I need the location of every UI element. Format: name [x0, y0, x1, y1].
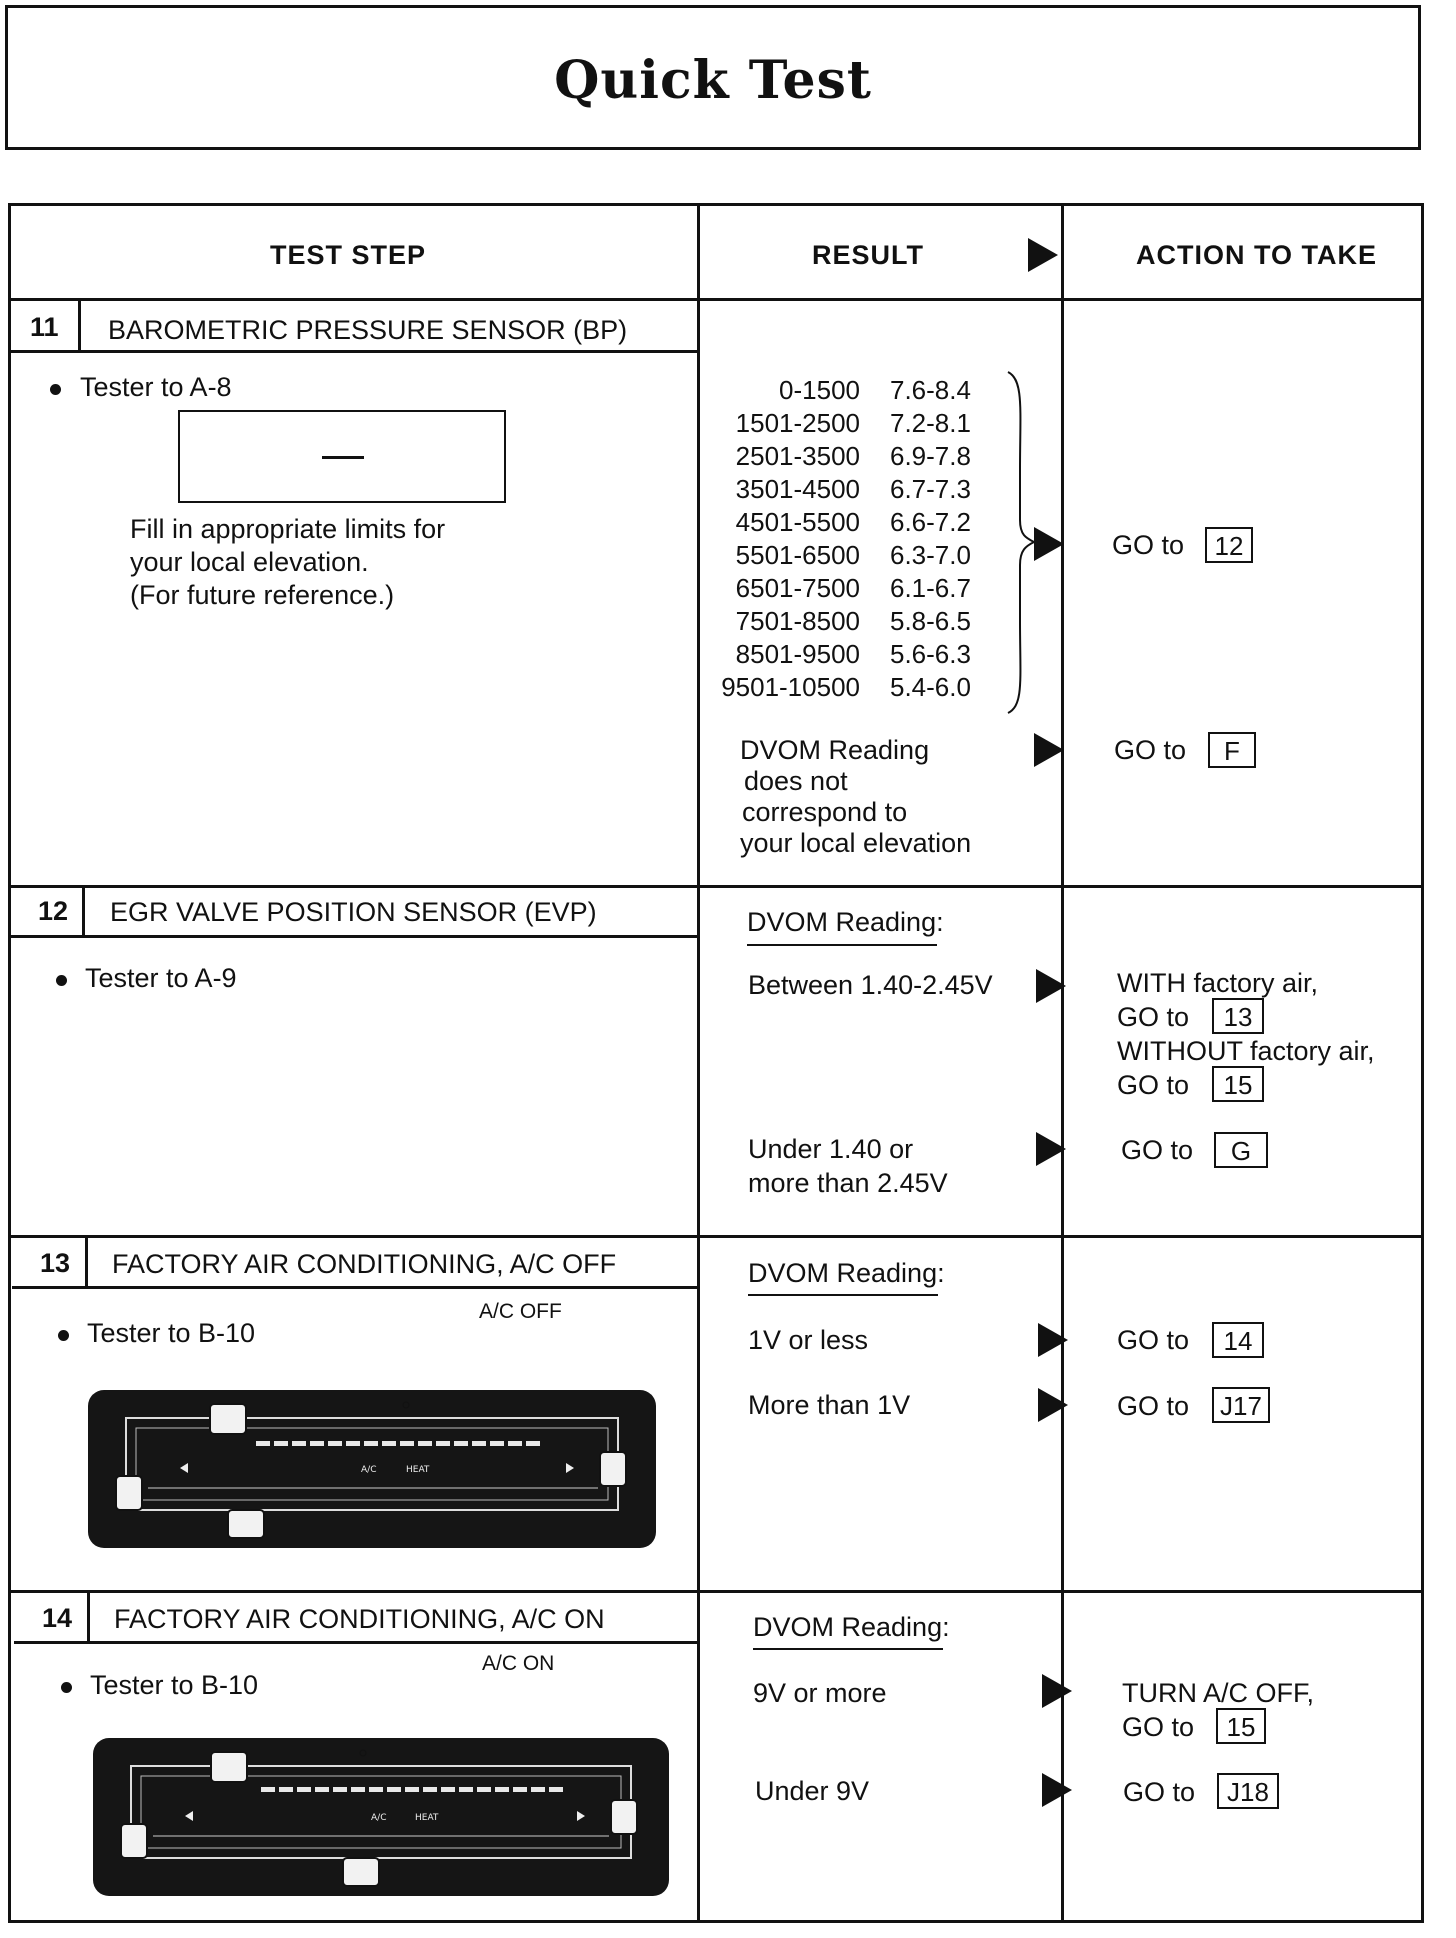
limits-note: [130, 513, 445, 612]
result-arrow-icon: [1038, 1323, 1068, 1357]
result-arrow-icon: [1036, 969, 1066, 1003]
table-left-border: [8, 203, 11, 1923]
step-title: FACTORY AIR CONDITIONING, A/C OFF: [112, 1249, 617, 1279]
col-divider-2: [1061, 203, 1064, 1923]
step-ref-box[interactable]: 15: [1216, 1708, 1266, 1744]
step-title-underline: [12, 1286, 700, 1289]
step-number: 12: [38, 896, 69, 926]
result-arrow-icon: [1038, 1388, 1068, 1422]
result-line: DVOM Reading: [740, 735, 930, 765]
step-number-divider: [85, 1237, 88, 1287]
note-line: your local elevation.: [130, 547, 369, 577]
result-arrow-icon: [1042, 1674, 1072, 1708]
panel-ac-text: A/C: [371, 1813, 387, 1823]
action-line: GO to: [1117, 1070, 1190, 1100]
table-top-border: [8, 203, 1424, 206]
result-2-text: [740, 735, 971, 859]
elevation-table: [700, 374, 1000, 704]
action-line: WITHOUT factory air,: [1117, 1036, 1375, 1066]
result-arrow-icon: [1036, 1132, 1066, 1166]
step-title-underline: [14, 1641, 700, 1644]
page-title: Quick Test: [554, 50, 872, 111]
note-line: (For future reference.): [130, 580, 395, 610]
bullet-icon: [50, 384, 61, 395]
elevation-range: 9501-10500: [721, 672, 860, 702]
result-line: correspond to: [742, 797, 908, 827]
step-title: FACTORY AIR CONDITIONING, A/C ON: [114, 1604, 605, 1634]
row-divider-14: [8, 1590, 1424, 1593]
result-arrow-icon: [1034, 733, 1064, 767]
row-divider-12: [8, 885, 1424, 888]
step-number: 14: [42, 1603, 73, 1633]
result-line: does not: [744, 766, 848, 796]
result-line: more than 2.45V: [748, 1168, 948, 1198]
elevation-range: 1501-2500: [735, 408, 860, 438]
bullet-icon: [61, 1682, 72, 1693]
ac-control-panel-graphic: [88, 1390, 656, 1548]
table-right-border: [1421, 203, 1424, 1923]
result-arrow-icon: [1034, 527, 1064, 561]
elevation-range: 7501-8500: [735, 606, 860, 636]
result-2-text: More than 1V: [748, 1390, 911, 1420]
step-ref-box[interactable]: 13: [1212, 998, 1264, 1034]
panel-label: A/C ON: [482, 1652, 555, 1675]
result-1-text: 1V or less: [748, 1325, 869, 1355]
elevation-row: [700, 572, 1000, 605]
header-divider: [8, 298, 1424, 301]
bullet-icon: [56, 975, 67, 986]
voltage-range: 5.4-6.0: [890, 672, 971, 702]
step-instruction: Tester to B-10: [90, 1670, 259, 1700]
elevation-range: 4501-5500: [735, 507, 860, 537]
elevation-row: [700, 671, 1000, 704]
action-go: GO to: [1117, 1391, 1190, 1421]
elevation-range: 0-1500: [779, 375, 860, 405]
header-result: RESULT: [812, 240, 924, 270]
result-line: Under 1.40 or: [748, 1134, 914, 1164]
action-go: GO to: [1117, 1325, 1190, 1355]
elevation-range: 2501-3500: [735, 441, 860, 471]
reading-underline: [753, 1648, 943, 1650]
voltage-range: 5.6-6.3: [890, 639, 971, 669]
step-number-divider: [82, 887, 85, 937]
elevation-range: 5501-6500: [735, 540, 860, 570]
voltage-range: 7.2-8.1: [890, 408, 971, 438]
step-ref-box[interactable]: J18: [1217, 1773, 1279, 1809]
step-instruction: Tester to A-8: [80, 372, 232, 402]
action-go: GO to: [1121, 1135, 1194, 1165]
elevation-range: 3501-4500: [735, 474, 860, 504]
step-title: BAROMETRIC PRESSURE SENSOR (BP): [108, 315, 628, 345]
panel-heat-text: HEAT: [415, 1813, 439, 1823]
step-number: 11: [30, 312, 59, 342]
ac-control-panel-graphic: [93, 1738, 669, 1896]
step-number: 13: [40, 1248, 71, 1278]
reading-underline: [748, 1294, 938, 1296]
table-bottom-border: [8, 1920, 1424, 1923]
step-title-underline: [10, 935, 700, 938]
elevation-range: 8501-9500: [735, 639, 860, 669]
result-line: your local elevation: [740, 828, 972, 858]
elevation-range: 6501-7500: [735, 573, 860, 603]
panel-label: A/C OFF: [479, 1300, 562, 1323]
result-arrow-icon: [1042, 1773, 1072, 1807]
result-1-text: 9V or more: [753, 1678, 887, 1708]
elevation-row: [700, 473, 1000, 506]
reading-label: DVOM Reading:: [748, 1258, 945, 1288]
elevation-row: [700, 605, 1000, 638]
step-number-divider: [78, 300, 81, 350]
bullet-icon: [58, 1330, 69, 1341]
panel-heat-text: HEAT: [406, 1465, 430, 1475]
voltage-range: 6.3-7.0: [890, 540, 971, 570]
step-ref-box[interactable]: G: [1214, 1132, 1268, 1168]
ac-control-panel: [93, 1738, 669, 1896]
action-go: GO to: [1112, 530, 1185, 560]
elevation-row: [700, 407, 1000, 440]
limits-dash: [322, 456, 364, 459]
reading-label: DVOM Reading:: [747, 907, 944, 937]
voltage-range: 6.9-7.8: [890, 441, 971, 471]
voltage-range: 6.1-6.7: [890, 573, 971, 603]
elevation-row: [700, 539, 1000, 572]
voltage-range: 7.6-8.4: [890, 375, 971, 405]
step-ref-box[interactable]: J17: [1212, 1387, 1270, 1423]
voltage-range: 6.6-7.2: [890, 507, 971, 537]
elevation-row: [700, 374, 1000, 407]
result-1-text: Between 1.40-2.45V: [748, 970, 993, 1000]
step-instruction: Tester to B-10: [87, 1318, 256, 1348]
step-ref-box[interactable]: F: [1208, 732, 1256, 768]
action-go: GO to: [1123, 1777, 1196, 1807]
step-title: EGR VALVE POSITION SENSOR (EVP): [110, 897, 597, 927]
step-title-underline: [8, 350, 700, 353]
action-go: GO to: [1114, 735, 1187, 765]
row-divider-13: [8, 1235, 1424, 1238]
limits-fill-box: [178, 410, 506, 503]
header-arrow-icon: [1028, 238, 1058, 272]
elevation-row: [700, 638, 1000, 671]
step-instruction: Tester to A-9: [85, 963, 237, 993]
panel-ac-text: A/C: [361, 1465, 377, 1475]
title-box: [5, 5, 1421, 150]
action-line: GO to: [1122, 1712, 1195, 1742]
header-test-step: TEST STEP: [270, 240, 427, 270]
reading-underline: [747, 944, 937, 946]
action-line: TURN A/C OFF,: [1122, 1678, 1315, 1708]
reading-label: DVOM Reading:: [753, 1612, 950, 1642]
elevation-row: [700, 440, 1000, 473]
result-2-text: Under 9V: [755, 1776, 870, 1806]
brace-icon: [1004, 370, 1038, 715]
elevation-row: [700, 506, 1000, 539]
note-line: Fill in appropriate limits for: [130, 514, 446, 544]
header-action: ACTION TO TAKE: [1136, 240, 1377, 270]
voltage-range: 5.8-6.5: [890, 606, 971, 636]
step-ref-box[interactable]: 15: [1212, 1066, 1264, 1102]
action-line: WITH factory air,: [1117, 968, 1319, 998]
voltage-range: 6.7-7.3: [890, 474, 971, 504]
result-2-text: [748, 1132, 948, 1200]
ac-control-panel: [88, 1390, 656, 1548]
action-line: GO to: [1117, 1002, 1190, 1032]
step-ref-box[interactable]: 14: [1212, 1322, 1264, 1358]
step-number-divider: [87, 1592, 90, 1642]
step-ref-box[interactable]: 12: [1205, 527, 1253, 563]
